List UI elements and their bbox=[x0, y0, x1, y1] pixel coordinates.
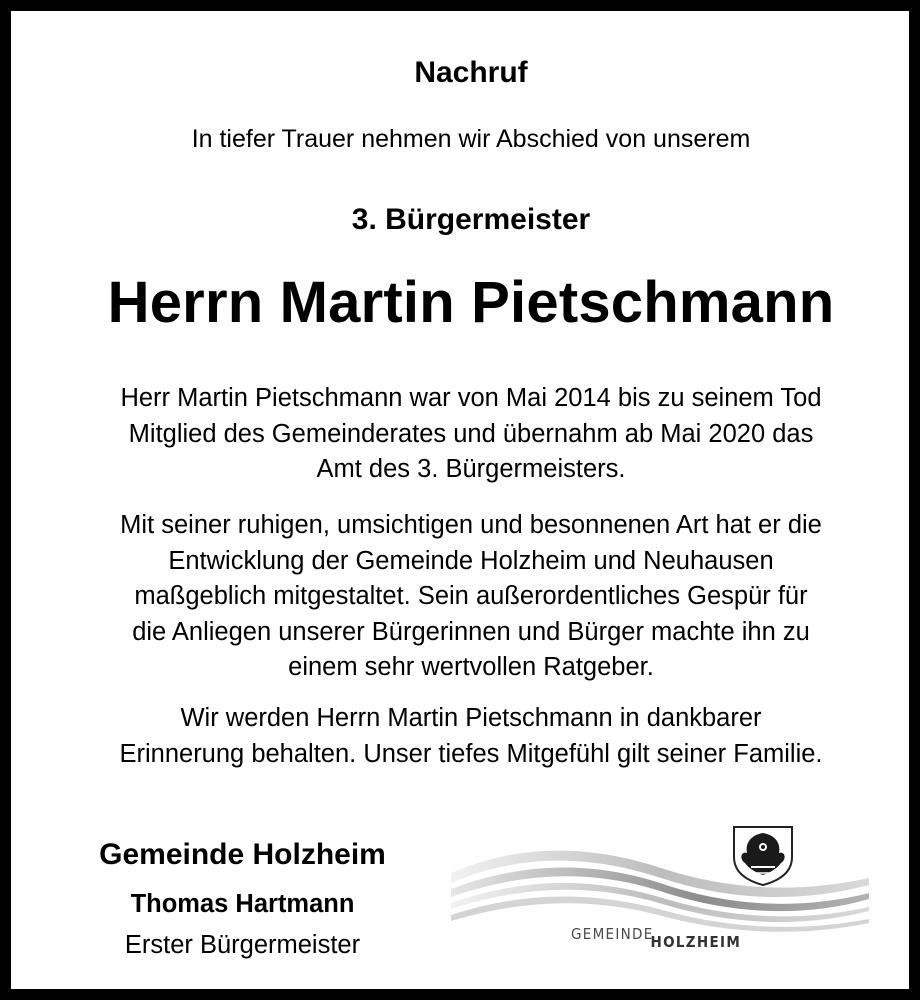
deceased-office: 3. Bürgermeister bbox=[351, 203, 591, 236]
paragraph-line: die Anliegen unserer Bürgerinnen und Bürger machte ihn zu bbox=[132, 617, 810, 646]
notice-heading: Nachruf bbox=[414, 56, 528, 89]
deceased-name: Herrn Martin Pietschmann bbox=[107, 270, 835, 335]
logo-word-gemeinde: GEMEINDE bbox=[571, 925, 654, 943]
signature-title: Erster Bürgermeister bbox=[124, 931, 361, 959]
notice-intro: In tiefer Trauer nehmen wir Abschied von unserem bbox=[191, 125, 751, 153]
paragraph-tribute bbox=[11, 508, 920, 686]
paragraph-line: maßgeblich mitgestaltet. Sein außerordentliches Gespür für bbox=[134, 582, 808, 610]
municipality-logo bbox=[451, 823, 869, 968]
paragraph-line: einem sehr wertvollen Ratgeber. bbox=[288, 653, 654, 681]
paragraph-line: Amt des 3. Bürgermeisters. bbox=[316, 455, 626, 483]
paragraph-remembrance bbox=[11, 701, 920, 772]
paragraph-line: Wir werden Herrn Martin Pietschmann in dankbarer bbox=[180, 704, 762, 732]
coat-of-arms-icon bbox=[734, 827, 792, 885]
logo-wordmark bbox=[571, 925, 744, 951]
paragraph-line: Mitglied des Gemeinderates und übernahm ab Mai 2020 das bbox=[128, 419, 814, 448]
signature-organization: Gemeinde Holzheim bbox=[99, 838, 386, 871]
paragraph-line: Erinnerung behalten. Unser tiefes Mitgefühl gilt seiner Familie. bbox=[119, 739, 823, 768]
paragraph-line: Mit seiner ruhigen, umsichtigen und besonnenen Art hat er die bbox=[120, 511, 822, 539]
paragraph-line: Entwicklung der Gemeinde Holzheim und Neuhausen bbox=[168, 546, 774, 575]
paragraph-line: Herr Martin Pietschmann war von Mai 2014 bis zu seinem Tod bbox=[120, 384, 822, 412]
logo-word-holzheim: HOLZHEIM bbox=[650, 933, 742, 951]
signature-name: Thomas Hartmann bbox=[130, 890, 355, 918]
paragraph-tenure bbox=[11, 381, 920, 488]
